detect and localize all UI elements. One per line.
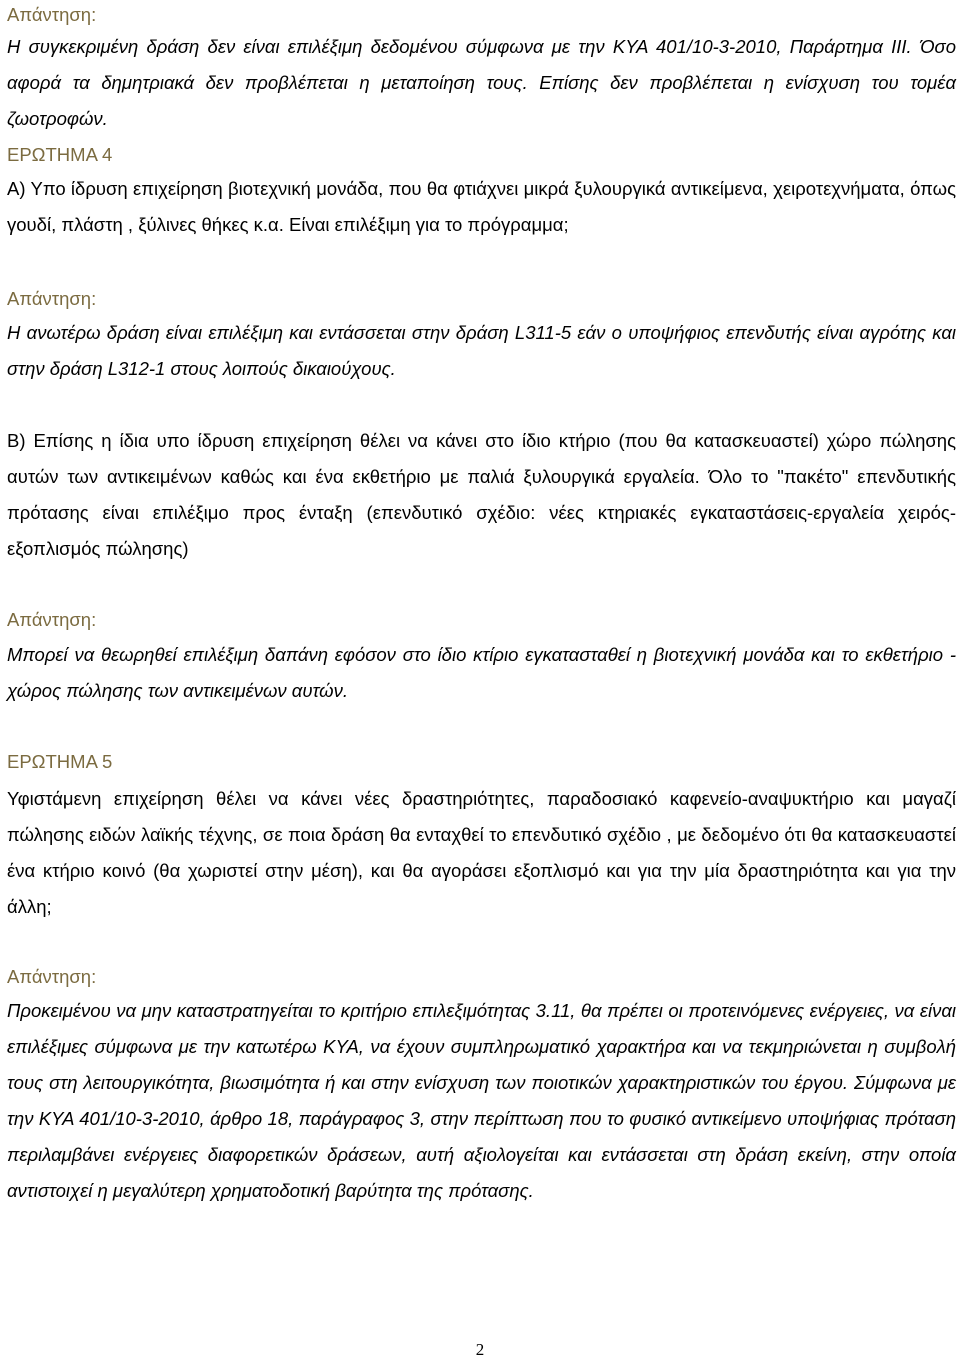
question-4-heading: ΕΡΩΤΗΜΑ 4 <box>7 144 113 165</box>
question-4a-text: Α) Υπο ίδρυση επιχείρηση βιοτεχνική μονάδα, που θα φτιάχνει μικρά ξυλουργικά αντικείμενα, χειροτεχνήματα, όπως γουδί, πλάστη , ξύλινες θήκες κ.α. Είναι επιλέξιμη για το πρόγραμμα; <box>7 178 956 235</box>
answer-4a-label: Απάντηση: <box>7 288 97 309</box>
answer-1-text: Η συγκεκριμένη δράση δεν είναι επιλέξιμη δεδομένου σύμφωνα με την ΚΥΑ 401/10-3-2010, Παράρτημα ΙΙΙ. Όσο αφορά τα δημητριακά δεν προβλέπεται η μεταποίηση τους. Επίσης δεν προβλέπεται η ενίσχυση του τομέα ζωοτροφών. <box>7 36 956 129</box>
answer-1-label: Απάντηση: <box>7 4 97 25</box>
page-number: 2 <box>475 1340 485 1359</box>
answer-5-text: Προκειμένου να μην καταστρατηγείται το κριτήριο επιλεξιμότητας 3.11, θα πρέπει οι προτεινόμενες ενέργειες, να είναι επιλέξιμες σύμφωνα με την κατωτέρω ΚΥΑ, να έχουν συμπληρωματικό χαρακτήρα και να τεκμηριώνεται η συμβολή τους στη λειτουργικότητα, βιωσιμότητα ή και στην ενίσχυση των ποιοτικών χαρακτηριστικών του έργου. Σύμφωνα με την ΚΥΑ 401/10-3-2010, άρθρο 18, παράγραφος 3, στην περίπτωση που το φυσικό αντικείμενο υποψήφιας πρόταση περιλαμβάνει ενέργειες διαφορετικών δράσεων, αυτή αξιολογείται και εντάσσεται στη δράση εκείνη, στην οποία αντιστοιχεί η μεγαλύτερη χρηματοδοτική βαρύτητα της πρότασης. <box>7 1000 956 1201</box>
answer-4a-text: Η ανωτέρω δράση είναι επιλέξιμη και εντάσσεται στην δράση L311-5 εάν ο υποψήφιος επενδυτής είναι αγρότης και στην δράση L312-1 στους λοιπούς δικαιούχους. <box>7 322 956 379</box>
answer-4b-text: Μπορεί να θεωρηθεί επιλέξιμη δαπάνη εφόσον στο ίδιο κτίριο εγκατασταθεί η βιοτεχνική μονάδα και το εκθετήριο - χώρος πώλησης των αντικειμένων αυτών. <box>7 644 956 701</box>
answer-5-label: Απάντηση: <box>7 966 97 987</box>
question-4b-text: Β) Επίσης η ίδια υπο ίδρυση επιχείρηση θέλει να κάνει στο ίδιο κτήριο (που θα κατασκευαστεί) χώρο πώλησης αυτών των αντικειμένων καθώς και ένα εκθετήριο με παλιά ξυλουργικά εργαλεία. Όλο το "πακέτο" επενδυτικής πρότασης είναι επιλέξιμο προς ένταξη (επενδυτικό σχέδιο: νέες κτηριακές εγκαταστάσεις-εργαλεία χειρός-εξοπλισμός πώλησης) <box>7 430 956 559</box>
question-5-text: Υφιστάμενη επιχείρηση θέλει να κάνει νέες δραστηριότητες, παραδοσιακό καφενείο-αναψυκτήριο και μαγαζί πώλησης ειδών λαϊκής τέχνης, σε ποια δράση θα ενταχθεί το επενδυτικό σχέδιο , με δεδομένο ότι θα κατασκευαστεί ένα κτήριο κοινό (θα χωριστεί στην μέση), και θα αγοράσει εξοπλισμό και για την μία δραστηριότητα και για την άλλη; <box>7 788 956 917</box>
answer-4b-label: Απάντηση: <box>7 609 97 630</box>
question-5-heading: ΕΡΩΤΗΜΑ 5 <box>7 751 113 772</box>
